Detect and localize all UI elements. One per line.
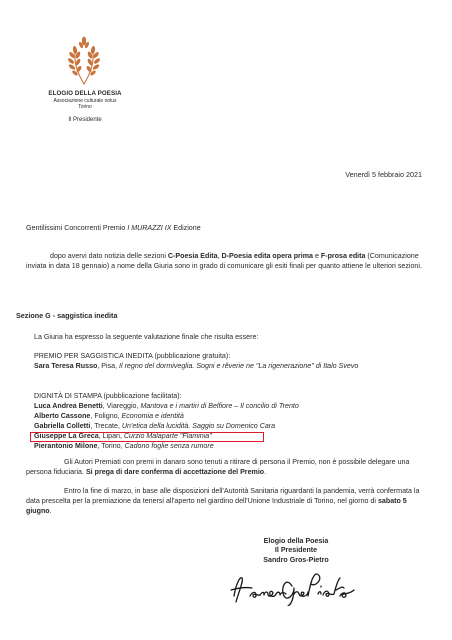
closing-bold: sabato 5 giugno (26, 496, 407, 515)
greeting-suffix: Edizione (171, 224, 201, 232)
org-subtitle (20, 98, 150, 110)
org-president-label: Il Presidente (68, 117, 102, 123)
entry-name: Giuseppe La Greca (34, 432, 99, 440)
entry-title: Un'etica della lucidità. Saggio su Domenico Cara (121, 422, 276, 430)
entry-title: Cadono foglie senza rumore (124, 442, 214, 450)
closing-text: . (49, 506, 52, 515)
winner-place: , Pisa, (97, 362, 120, 370)
intro-paragraph (26, 252, 424, 272)
premio-label: PREMIO PER SAGGISTICA INEDITA (pubblicazione gratuita): (34, 352, 231, 360)
dignita-entry (34, 412, 184, 422)
entry-name: Gabriella Colletti (34, 422, 91, 430)
winner-name: Sara Teresa Russo (34, 362, 98, 370)
jury-statement: La Giuria ha espresso la seguente valutazione finale che risulta essere: (34, 333, 259, 341)
entry-title: Curzio Malaparte "Flaminia" (123, 432, 212, 440)
wheat-wreath-icon (58, 34, 110, 86)
entry-place: , Viareggio, (102, 402, 141, 410)
entry-title: Mantova e i martiri di Belfiore – Il concilio di Trento (140, 402, 299, 410)
winner-title: Il regno del dormiveglia. Sogni e rêverie ne "La rigenerazione" di Italo Svevo (119, 362, 359, 370)
intro-section-f: F-prosa edita (320, 252, 366, 260)
intro-text: , (217, 252, 222, 260)
entry-title: Economia e identità (121, 412, 184, 420)
org-name: ELOGIO DELLA POESIA (48, 90, 122, 97)
closing-bold: Si prega di dare conferma di accettazione del Premio (85, 467, 265, 476)
entry-name: Pierantonio Milone (34, 442, 98, 450)
signature-block (246, 537, 346, 565)
org-city: Torino (78, 104, 92, 110)
closing-text: Entro la fine di marzo, in base alle disposizioni dell'Autorità Sanitaria riguardanti la pandemia, verrà confermata la data prescelta per la premiazione da tenersi all'aperto nel giardino dell'Unione Industriale di Torino, nel giorno di (26, 487, 420, 505)
greeting (26, 224, 201, 234)
handwritten-signature (228, 566, 364, 606)
highlight-box (30, 432, 264, 442)
entry-name: Luca Andrea Benetti (34, 402, 103, 410)
dignita-entry (34, 422, 275, 432)
intro-section-d: D-Poesia edita opera prima (221, 252, 314, 260)
dignita-entry (34, 402, 299, 412)
signature-name: Sandro Gros-Pietro (263, 555, 329, 564)
dignita-entry (34, 442, 214, 452)
entry-name: Alberto Cassone (34, 412, 91, 420)
premio-winner (34, 362, 412, 372)
signature-role: Il Presidente (274, 546, 318, 555)
letter-date: Venerdì 5 febbraio 2021 (345, 170, 422, 179)
intro-text: dopo avervi dato notizia delle sezioni (50, 252, 168, 260)
entry-place: , Trecate, (90, 422, 122, 430)
dignita-label: DIGNITÀ DI STAMPA (pubblicazione facilitata): (34, 392, 182, 400)
intro-text: e (313, 252, 321, 260)
intro-text: (Comunicazione inviata in data 18 gennaio) a nome della Giuria sono in grado di comunicare gli esiti finali per quanto attiene le ulteriori sezioni. (26, 252, 422, 270)
entry-place: , Torino, (97, 442, 125, 450)
closing-text: Gli Autori Premiati con premi in danaro sono tenuti a ritirare di persona il Premio, non è possibile delegare una persona fiduciaria. (26, 458, 410, 476)
closing-text: . (264, 467, 267, 476)
signature-org: Elogio della Poesia (263, 537, 329, 545)
greeting-edition: I MURAZZI IX (127, 224, 172, 232)
intro-section-c: C-Poesia Edita (167, 252, 218, 260)
closing-paragraph-1 (26, 458, 424, 478)
entry-place: , Foligno, (90, 412, 122, 420)
greeting-prefix: Gentilissimi Concorrenti Premio (26, 224, 128, 232)
org-subtitle-line: Associazione culturale onlus (53, 98, 117, 104)
closing-paragraph-2 (26, 487, 424, 516)
entry-place: , Lipari, (98, 432, 124, 440)
section-title: Sezione G - saggistica inedita (16, 311, 118, 320)
